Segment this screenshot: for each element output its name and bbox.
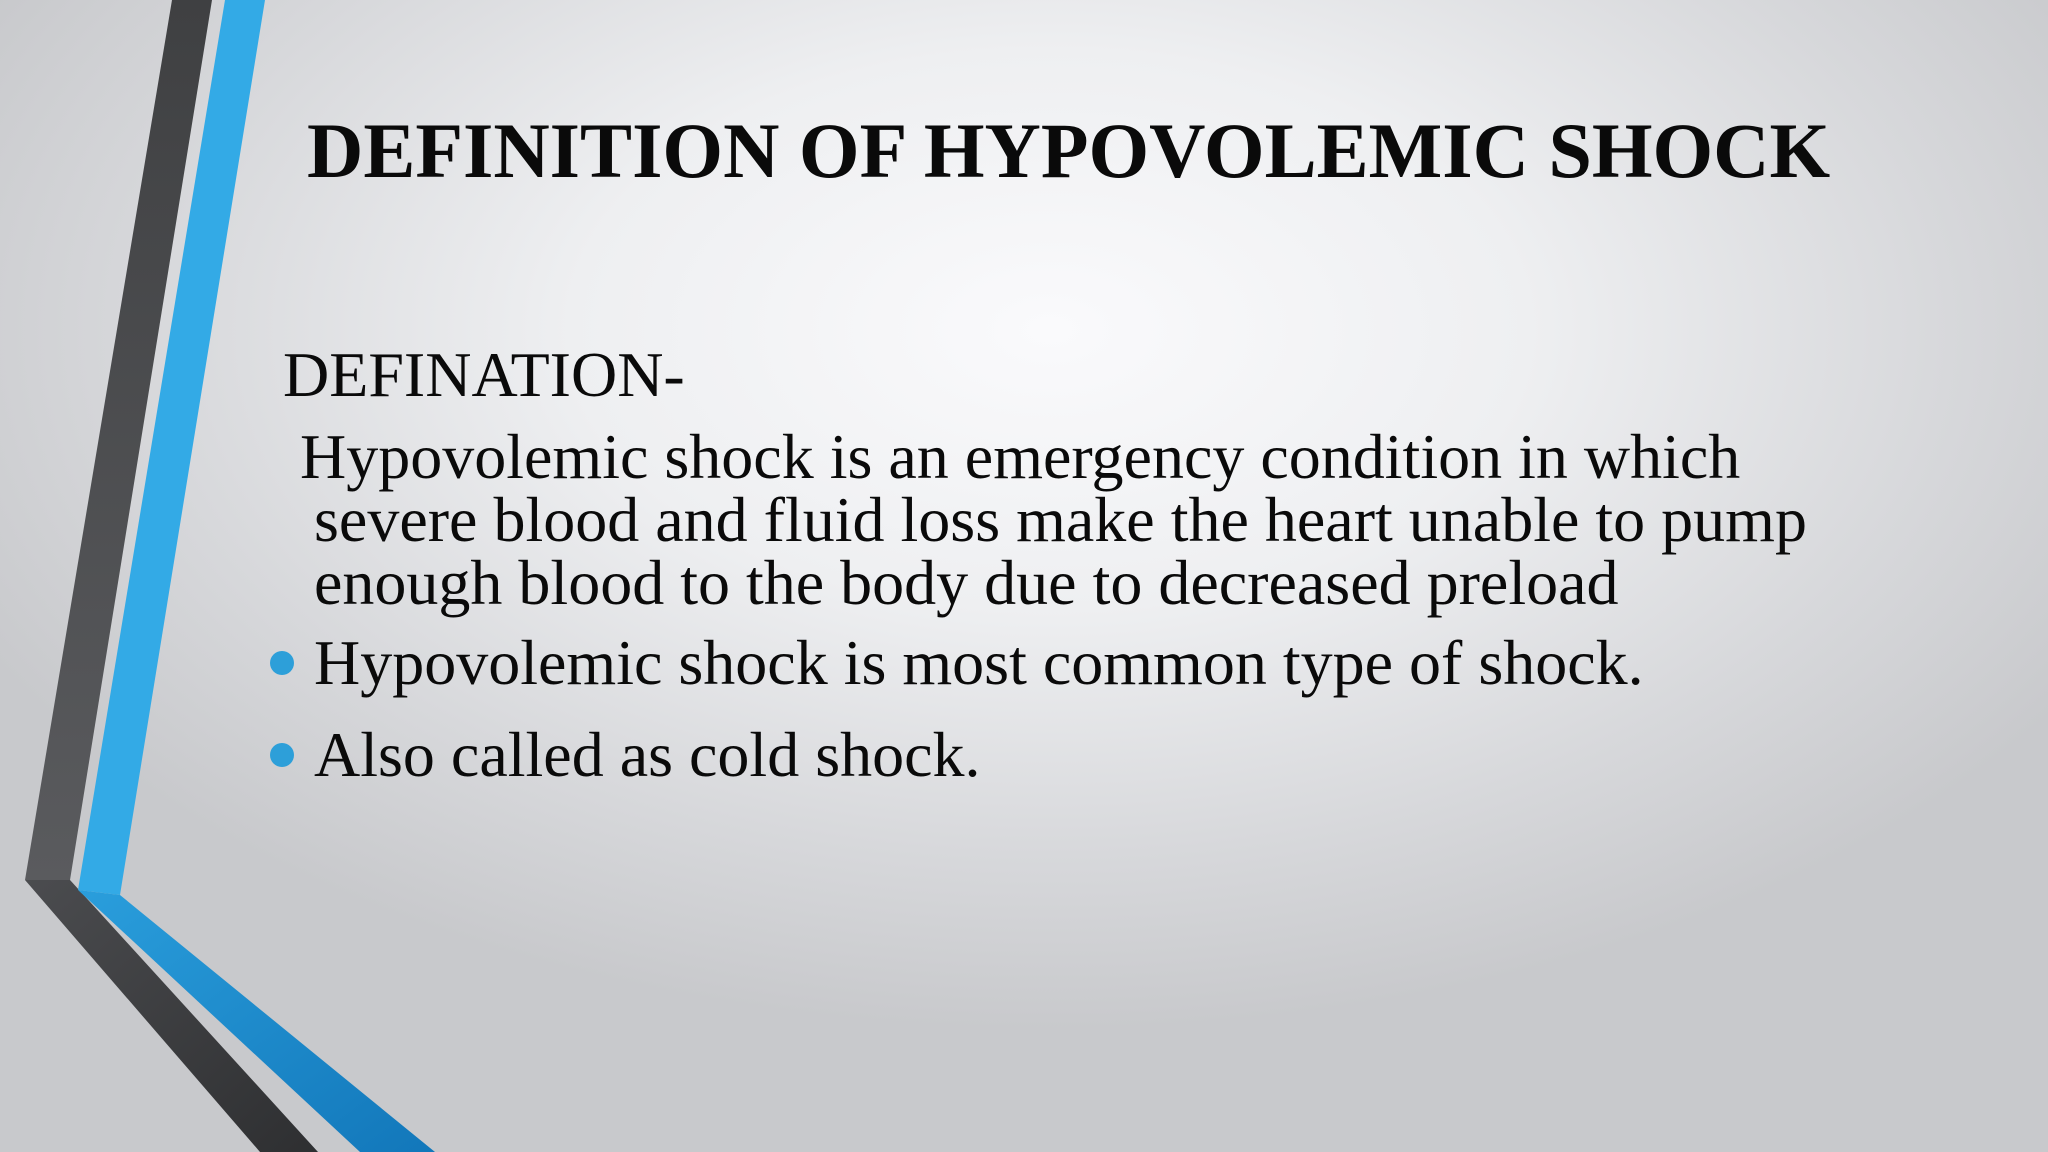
- dark-stripe-lower: [25, 880, 318, 1152]
- bullet-list: [266, 628, 1644, 812]
- definition-label: DEFINATION-: [283, 339, 685, 410]
- bullet-item: [266, 720, 1644, 790]
- bullet-dot-icon: [270, 743, 294, 767]
- definition-line: Hypovolemic shock is an emergency condition in which: [300, 421, 1741, 492]
- definition-text: [300, 421, 1807, 618]
- definition-line: enough blood to the body due to decreased preload: [314, 547, 1619, 618]
- slide-title: DEFINITION OF HYPOVOLEMIC SHOCK: [307, 107, 1831, 194]
- bullet-text: Also called as cold shock.: [314, 719, 981, 790]
- bullet-text: Hypovolemic shock is most common type of shock.: [314, 627, 1644, 698]
- bullet-dot-icon: [270, 651, 294, 675]
- definition-line: severe blood and fluid loss make the heart unable to pump: [314, 484, 1807, 555]
- bullet-item: [266, 628, 1644, 698]
